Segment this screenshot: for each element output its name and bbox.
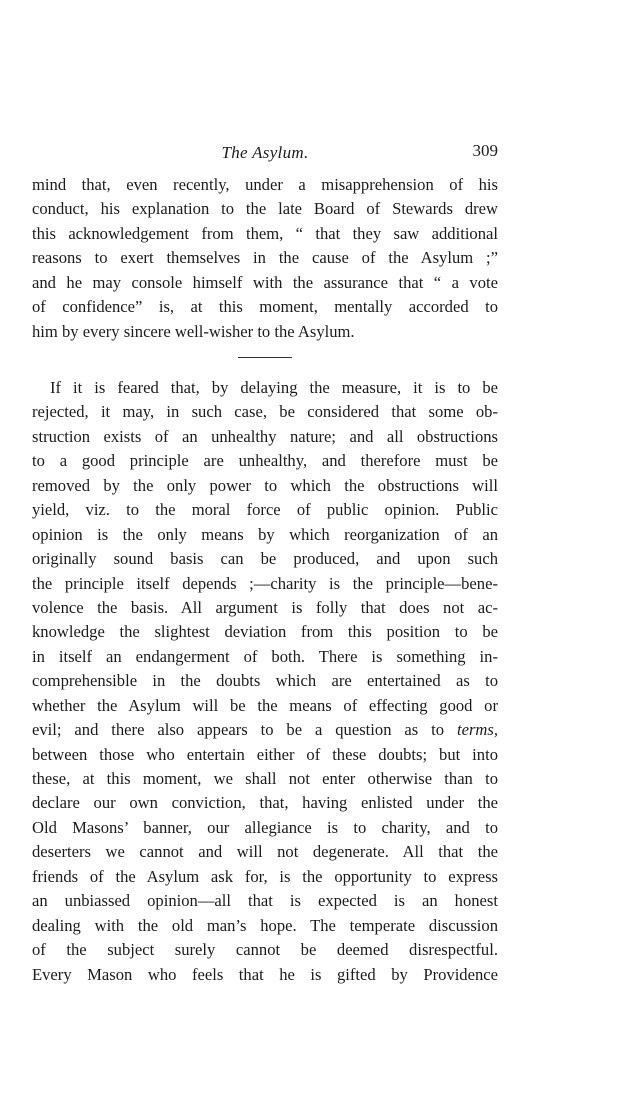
- italic-word: terms,: [456, 720, 498, 740]
- text-line: whether the Asylum will be the means of effecting good or: [32, 695, 498, 715]
- text-line: volence the basis. All argument is folly that does not ac-: [32, 597, 498, 617]
- text-line: declare our own conviction, that, having enlisted under the: [32, 793, 498, 813]
- text-line: the principle itself depends ;—charity is the principle—bene-: [32, 573, 498, 593]
- text-line: deserters we cannot and will not degenerate. All that the: [32, 842, 498, 862]
- text-line: knowledge the slightest deviation from this position to be: [32, 622, 498, 642]
- paragraph-continued: [32, 173, 498, 344]
- text-line: yield, viz. to the moral force of public opinion. Public: [32, 500, 498, 520]
- text-line: of the subject surely cannot be deemed disrespectful.: [32, 940, 498, 960]
- text-line: Old Masons’ banner, our allegiance is to charity, and to: [32, 817, 498, 837]
- text-line: Every Mason who feels that he is gifted by Providence: [32, 964, 498, 984]
- text-line: reasons to exert themselves in the cause of the Asylum ;”: [32, 248, 498, 268]
- text-line: conduct, his explanation to the late Board of Stewards drew: [32, 199, 498, 219]
- text-line: comprehensible in the doubts which are entertained as to: [32, 671, 498, 691]
- text-line: this acknowledgement from them, “ that they saw additional: [32, 223, 498, 243]
- text-line: these, at this moment, we shall not enter otherwise than to: [32, 769, 498, 788]
- running-header: [32, 141, 498, 165]
- text-line: and he may console himself with the assurance that “ a vote: [32, 272, 498, 292]
- text-line: dealing with the old man’s hope. The temperate discussion: [32, 915, 498, 935]
- text-line: opinion is the only means by which reorganization of an: [32, 524, 498, 544]
- text-line: friends of the Asylum ask for, is the opportunity to express: [32, 866, 498, 886]
- text-line: removed by the only power to which the obstructions will: [32, 475, 498, 495]
- text-line: him by every sincere well-wisher to the Asylum.: [32, 321, 355, 341]
- section-divider: [238, 357, 292, 358]
- page-number: 309: [472, 141, 498, 160]
- text-line: If it is feared that, by delaying the measure, it is to be: [50, 378, 498, 397]
- text-line: mind that, even recently, under a misapprehension of his: [32, 175, 498, 194]
- text-line-with-italic: [32, 718, 498, 742]
- text-segment: evil; and there also appears to be a question as to: [32, 720, 457, 740]
- text-line: of confidence” is, at this moment, mentally accorded to: [32, 297, 498, 317]
- text-line: in itself an endangerment of both. There is something in-: [32, 646, 498, 666]
- running-title: The Asylum.: [221, 143, 309, 162]
- text-line: between those who entertain either of these doubts; but into: [32, 744, 498, 764]
- text-line: rejected, it may, in such case, be considered that some ob-: [32, 402, 498, 422]
- text-line: originally sound basis can be produced, and upon such: [32, 549, 498, 569]
- text-line: an unbiassed opinion—all that is expected is an honest: [32, 891, 498, 911]
- text-line: struction exists of an unhealthy nature; and all obstructions: [32, 426, 498, 446]
- paragraph: [32, 376, 498, 987]
- text-line: to a good principle are unhealthy, and therefore must be: [32, 451, 498, 471]
